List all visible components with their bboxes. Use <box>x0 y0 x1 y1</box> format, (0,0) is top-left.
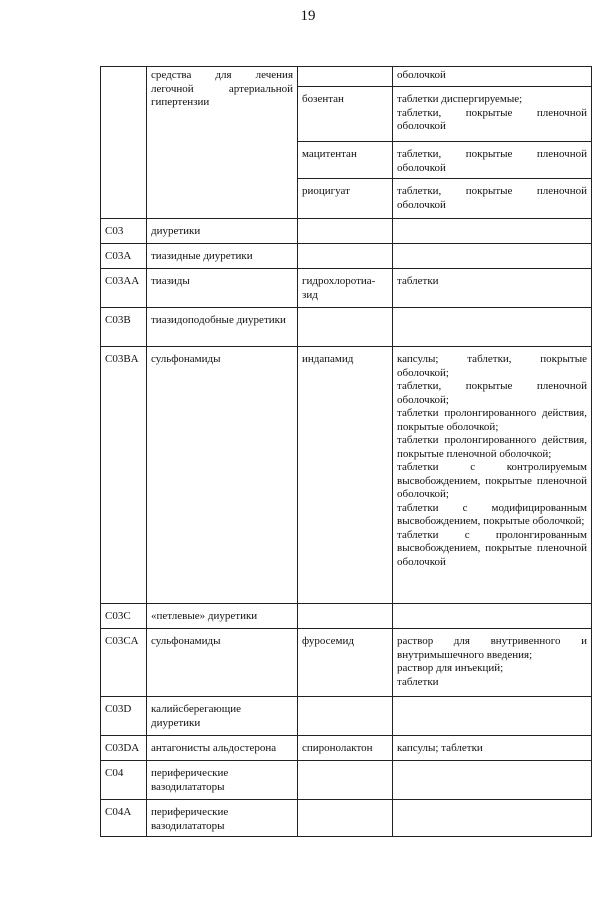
forms-cell <box>393 142 592 179</box>
forms-cell <box>393 604 592 629</box>
drug-cell <box>298 308 393 347</box>
table-row <box>101 697 592 736</box>
form-line: раствор для инъекций; <box>397 662 504 674</box>
group-cell: тиазидные диуретики <box>147 244 298 269</box>
group-cell: периферические вазодилататоры <box>147 761 298 800</box>
atc-code-cell: C03D <box>101 697 147 736</box>
form-line: оболочкой <box>397 69 446 81</box>
form-line: таблетки, покрытые пленочной оболочкой <box>397 148 587 174</box>
forms-cell <box>393 629 592 697</box>
drug-cell: спиронолактон <box>298 736 393 761</box>
form-line: таблетки, покрытые пленочной оболочкой <box>397 185 587 211</box>
page-number: 19 <box>300 8 316 24</box>
group-cell: тиазидоподобные диуретики <box>147 308 298 347</box>
drug-cell: риоцигуат <box>298 179 393 219</box>
table-row <box>101 604 592 629</box>
group-cell: периферические вазодилататоры <box>147 800 298 837</box>
table-row <box>101 244 592 269</box>
form-line: таблетки <box>397 275 439 287</box>
form-line: таблетки с пролонгированным высвобождением, покрытые пленочной оболочкой <box>397 528 587 568</box>
drug-cell: фуросемид <box>298 629 393 697</box>
table-row <box>101 67 592 87</box>
form-line: капсулы; таблетки, покрытые оболочкой; <box>397 353 587 379</box>
form-line: капсулы; таблетки <box>397 742 483 754</box>
group-cell: тиазиды <box>147 269 298 308</box>
drug-cell <box>298 219 393 244</box>
table-row <box>101 629 592 697</box>
forms-cell <box>393 244 592 269</box>
form-line: таблетки <box>397 675 439 688</box>
atc-code-cell: C03AA <box>101 269 147 308</box>
drug-cell: мацитентан <box>298 142 393 179</box>
group-cell: антагонисты альдостерона <box>147 736 298 761</box>
atc-code-cell: C04A <box>101 800 147 837</box>
form-line: таблетки с модифицированным высвобождением, покрытые оболочкой; <box>397 501 587 527</box>
drug-cell <box>298 67 393 87</box>
form-line: таблетки с контролируемым высвобождением, покрытые пленочной оболочкой; <box>397 461 587 500</box>
atc-code-cell: C03B <box>101 308 147 347</box>
group-cell: диуретики <box>147 219 298 244</box>
forms-cell <box>393 697 592 736</box>
drug-cell: гидрохлоротиа-зид <box>298 269 393 308</box>
table-row <box>101 761 592 800</box>
atc-code-cell <box>101 67 147 219</box>
forms-cell <box>393 67 592 87</box>
group-cell: сульфонамиды <box>147 347 298 604</box>
atc-code-cell: C03CA <box>101 629 147 697</box>
table-row <box>101 269 592 308</box>
forms-cell <box>393 761 592 800</box>
forms-cell <box>393 736 592 761</box>
form-line: таблетки, покрытые пленочной оболочкой; <box>397 380 587 406</box>
drug-cell <box>298 697 393 736</box>
forms-cell <box>393 347 592 604</box>
form-line: таблетки, покрытые пленочной оболочкой <box>397 106 587 132</box>
forms-cell <box>393 219 592 244</box>
group-cell: средства для лечения легочной артериальной гипертензии <box>147 67 298 219</box>
atc-code-cell: C04 <box>101 761 147 800</box>
forms-cell <box>393 308 592 347</box>
table-row <box>101 219 592 244</box>
drug-cell: бозентан <box>298 87 393 142</box>
drug-cell <box>298 800 393 837</box>
group-cell: «петлевые» диуретики <box>147 604 298 629</box>
form-line: таблетки пролонгированного действия, покрытые оболочкой; <box>397 407 587 433</box>
drug-cell: индапамид <box>298 347 393 604</box>
forms-cell <box>393 269 592 308</box>
atc-code-cell: C03DA <box>101 736 147 761</box>
drug-cell <box>298 244 393 269</box>
drug-cell <box>298 761 393 800</box>
forms-cell <box>393 179 592 219</box>
table-row <box>101 308 592 347</box>
group-cell: сульфонамиды <box>147 629 298 697</box>
form-line: таблетки пролонгированного действия, покрытые пленочной оболочкой; <box>397 434 587 460</box>
atc-code-cell: C03BA <box>101 347 147 604</box>
group-cell: калийсберегающие диуретики <box>147 697 298 736</box>
forms-cell <box>393 87 592 142</box>
form-line: таблетки диспергируемые; <box>397 93 523 105</box>
drug-cell <box>298 604 393 629</box>
table-row <box>101 736 592 761</box>
atc-code-cell: C03 <box>101 219 147 244</box>
drug-classification-table <box>100 66 592 837</box>
table-row <box>101 347 592 604</box>
forms-cell <box>393 800 592 837</box>
form-line: раствор для внутривенного и внутримышечного введения; <box>397 635 587 661</box>
atc-code-cell: C03A <box>101 244 147 269</box>
atc-code-cell: C03C <box>101 604 147 629</box>
table-row <box>101 800 592 837</box>
